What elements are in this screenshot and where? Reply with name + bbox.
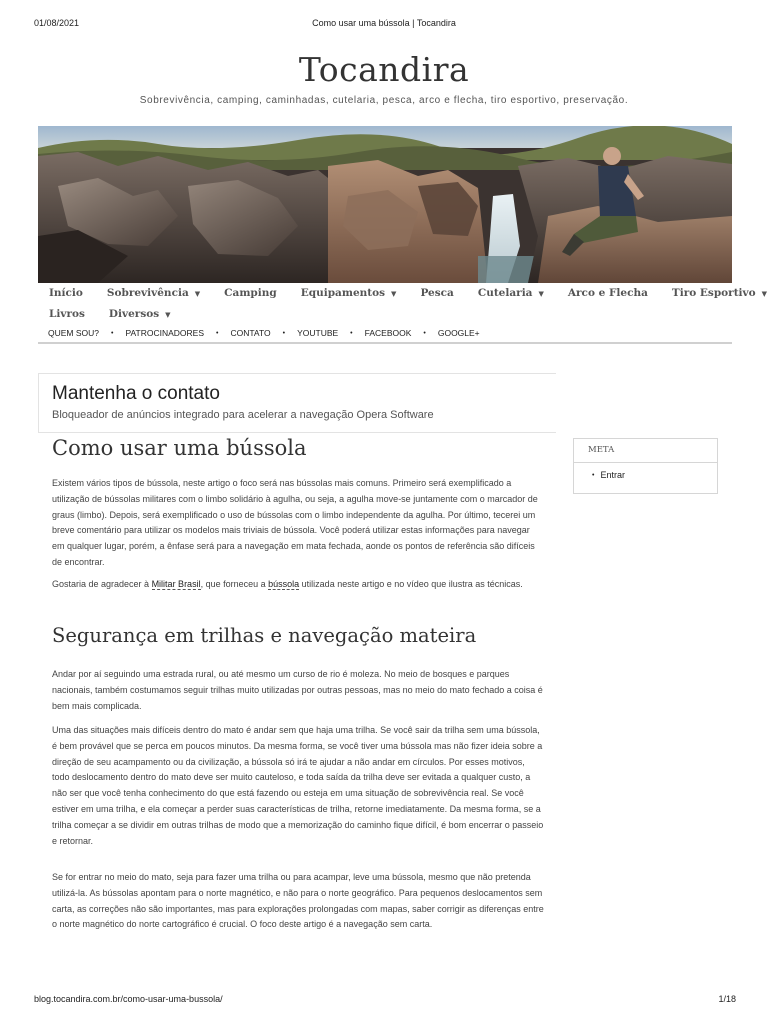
article — [52, 434, 544, 930]
secondary-nav-patrocinadores[interactable]: PATROCINADORES — [125, 328, 205, 338]
waterfall-canyon-photo — [38, 126, 732, 283]
p2-text-after: utilizada neste artigo e no vídeo que ilustra as técnicas. — [299, 579, 523, 589]
bullet-icon: • — [592, 471, 595, 479]
secondary-nav-contato[interactable]: CONTATO — [230, 328, 271, 338]
menu-item-label: Diversos — [108, 308, 160, 320]
nav-separator-bullet: • — [282, 329, 286, 337]
chevron-down-icon: ▼ — [538, 288, 544, 298]
secondary-nav-google[interactable]: GOOGLE+ — [437, 328, 480, 338]
nav-separator-bullet: • — [216, 329, 219, 337]
secondary-nav-facebook[interactable]: FACEBOOK — [364, 328, 412, 338]
menu-item-label: Equipamentos — [300, 287, 386, 299]
menu-item-label: Livros — [49, 308, 85, 320]
nav-separator-bullet: • — [350, 329, 353, 337]
menu-item-label: Camping — [224, 287, 277, 299]
menu-item-inicio[interactable] — [49, 287, 83, 299]
menu-item-label: Arco e Flecha — [567, 287, 648, 299]
site-description: Sobrevivência, camping, caminhadas, cutelaria, pesca, arco e flecha, tiro esportivo, preservação. — [139, 95, 629, 106]
print-footer — [0, 994, 768, 1008]
menu-item-arco-e-flecha[interactable] — [568, 287, 648, 299]
section-heading: Segurança em trilhas e navegação mateira — [52, 624, 477, 647]
militar-brasil-link[interactable]: Militar Brasil — [151, 579, 201, 589]
menu-item-label: Tiro Esportivo — [671, 287, 756, 299]
meta-link-label: Entrar — [600, 470, 625, 480]
menu-item-livros[interactable] — [49, 308, 85, 320]
menu-item-pesca[interactable] — [420, 287, 453, 299]
p2-text-before: Gostaria de agradecer à — [52, 579, 152, 589]
chevron-down-icon: ▼ — [391, 288, 397, 298]
sidebar-meta-widget — [573, 438, 718, 494]
menu-item-camping[interactable] — [224, 287, 277, 299]
menu-item-equipamentos[interactable] — [301, 287, 397, 299]
article-paragraph-4: Uma das situações mais difíceis dentro do mato é andar sem que haja uma trilha. Se você sair da trilha sem uma bússola, é bem provável que se perca em poucos minutos. Da mesma forma, se você tiver uma bússola mas não fizer ideia sobre a direção de seu acampamento ou da civilização, a bússola só irá te ajudar a não andar em círculos. Por esses motivos, todo deslocamento dentro do mato deve ser muito cauteloso, e toda saída da trilha deve ser evitada a qualquer custo, a não ser que você tenha conhecimento do que está fazendo ou esteja em uma situação de sobrevivência real. Se você estiver em uma trilha, e ela começar a perder suas características de trilha, retorne imediatamente. Da mesma forma, se a trilha começar a se dividir em outras trilhas de modo que a memorização do caminho fique difícil, é bom encerrar o passeio e retornar. — [52, 725, 544, 846]
meta-link-entrar[interactable] — [592, 470, 717, 480]
meta-list — [574, 463, 717, 480]
nav-separator-bullet: • — [423, 329, 426, 337]
secondary-nav — [38, 324, 732, 344]
main-menu-row-2 — [38, 304, 184, 324]
contact-box-subtitle: Bloqueador de anúncios integrado para acelerar a navegação Opera Software — [52, 409, 434, 421]
meta-widget-title: META — [574, 439, 717, 463]
nav-separator-bullet: • — [111, 329, 114, 337]
print-date: 01/08/2021 — [34, 18, 80, 28]
chevron-down-icon: ▼ — [761, 288, 768, 298]
chevron-down-icon: ▼ — [194, 288, 201, 298]
print-url: blog.tocandira.com.br/como-usar-uma-bussola/ — [34, 994, 223, 1004]
menu-item-label: Cutelaria — [477, 287, 533, 299]
bussola-link[interactable]: bússola — [268, 579, 300, 589]
article-paragraph-2 — [52, 577, 544, 593]
print-page-title: Como usar uma bússola | Tocandira — [312, 18, 456, 28]
menu-item-diversos[interactable] — [109, 308, 171, 320]
main-menu-row-1 — [38, 283, 768, 303]
menu-item-label: Sobrevivência — [106, 287, 189, 299]
article-paragraph-3: Andar por aí seguindo uma estrada rural, ou até mesmo um curso de rio é moleza. No meio de bosques e parques nacionais, também costumamos seguir trilhas muito utilizadas por outras pessoas, mas no meio do mato fechado a coisa é bem mais complicada. — [52, 669, 543, 711]
contact-box-title: Mantenha o contato — [52, 383, 220, 404]
header-image — [38, 126, 732, 283]
chevron-down-icon: ▼ — [165, 309, 171, 319]
menu-item-cutelaria[interactable] — [478, 287, 544, 299]
menu-item-sobrevivencia[interactable] — [107, 287, 200, 299]
article-paragraph-1: Existem vários tipos de bússola, neste artigo o foco será nas bússolas mais comuns. Primeiro será exemplificado a utilização de bússolas militares com o limbo solidário à agulha, ou seja, a agulha move-se juntamente com o marcador de graus (limbo). Depois, será exemplificado o uso de bússolas com o limbo independente da agulha. Por último, tecerei um breve comentário para utilizar os modelos mais triviais de bússola. Você poderá utilizar estas informações para navegar em qualquer lugar, porém, a ênfase será para a navegação em mata fechada, aonde os pontos de referência são difíceis de encontrar. — [52, 478, 538, 567]
print-page-number: 1/18 — [718, 994, 736, 1004]
print-header — [0, 18, 768, 32]
main-menu — [38, 283, 768, 323]
article-title: Como usar uma bússola — [52, 436, 307, 460]
secondary-nav-quem-sou[interactable]: QUEM SOU? — [48, 328, 100, 338]
menu-item-label: Início — [49, 287, 83, 299]
site-title[interactable]: Tocandira — [298, 50, 470, 89]
article-paragraph-5: Se for entrar no meio do mato, seja para fazer uma trilha ou para acampar, leve uma bússola, mesmo que não pretenda utilizá-la. As bússolas apontam para o norte magnético, e não para o norte geográfico. Para pequenos deslocamentos sem carta, as correções não são importantes, mas para explorações prolongadas com mapas, saber corrigir as diferenças entre o norte magnético do norte cartográfico é crucial. O foco deste artigo é a navegação sem carta. — [52, 872, 544, 930]
p2-text-middle: , que forneceu a — [200, 579, 269, 589]
secondary-nav-youtube[interactable]: YOUTUBE — [297, 328, 339, 338]
menu-item-label: Pesca — [420, 287, 454, 299]
contact-box — [38, 373, 556, 433]
menu-item-tiro-esportivo[interactable] — [672, 287, 767, 299]
